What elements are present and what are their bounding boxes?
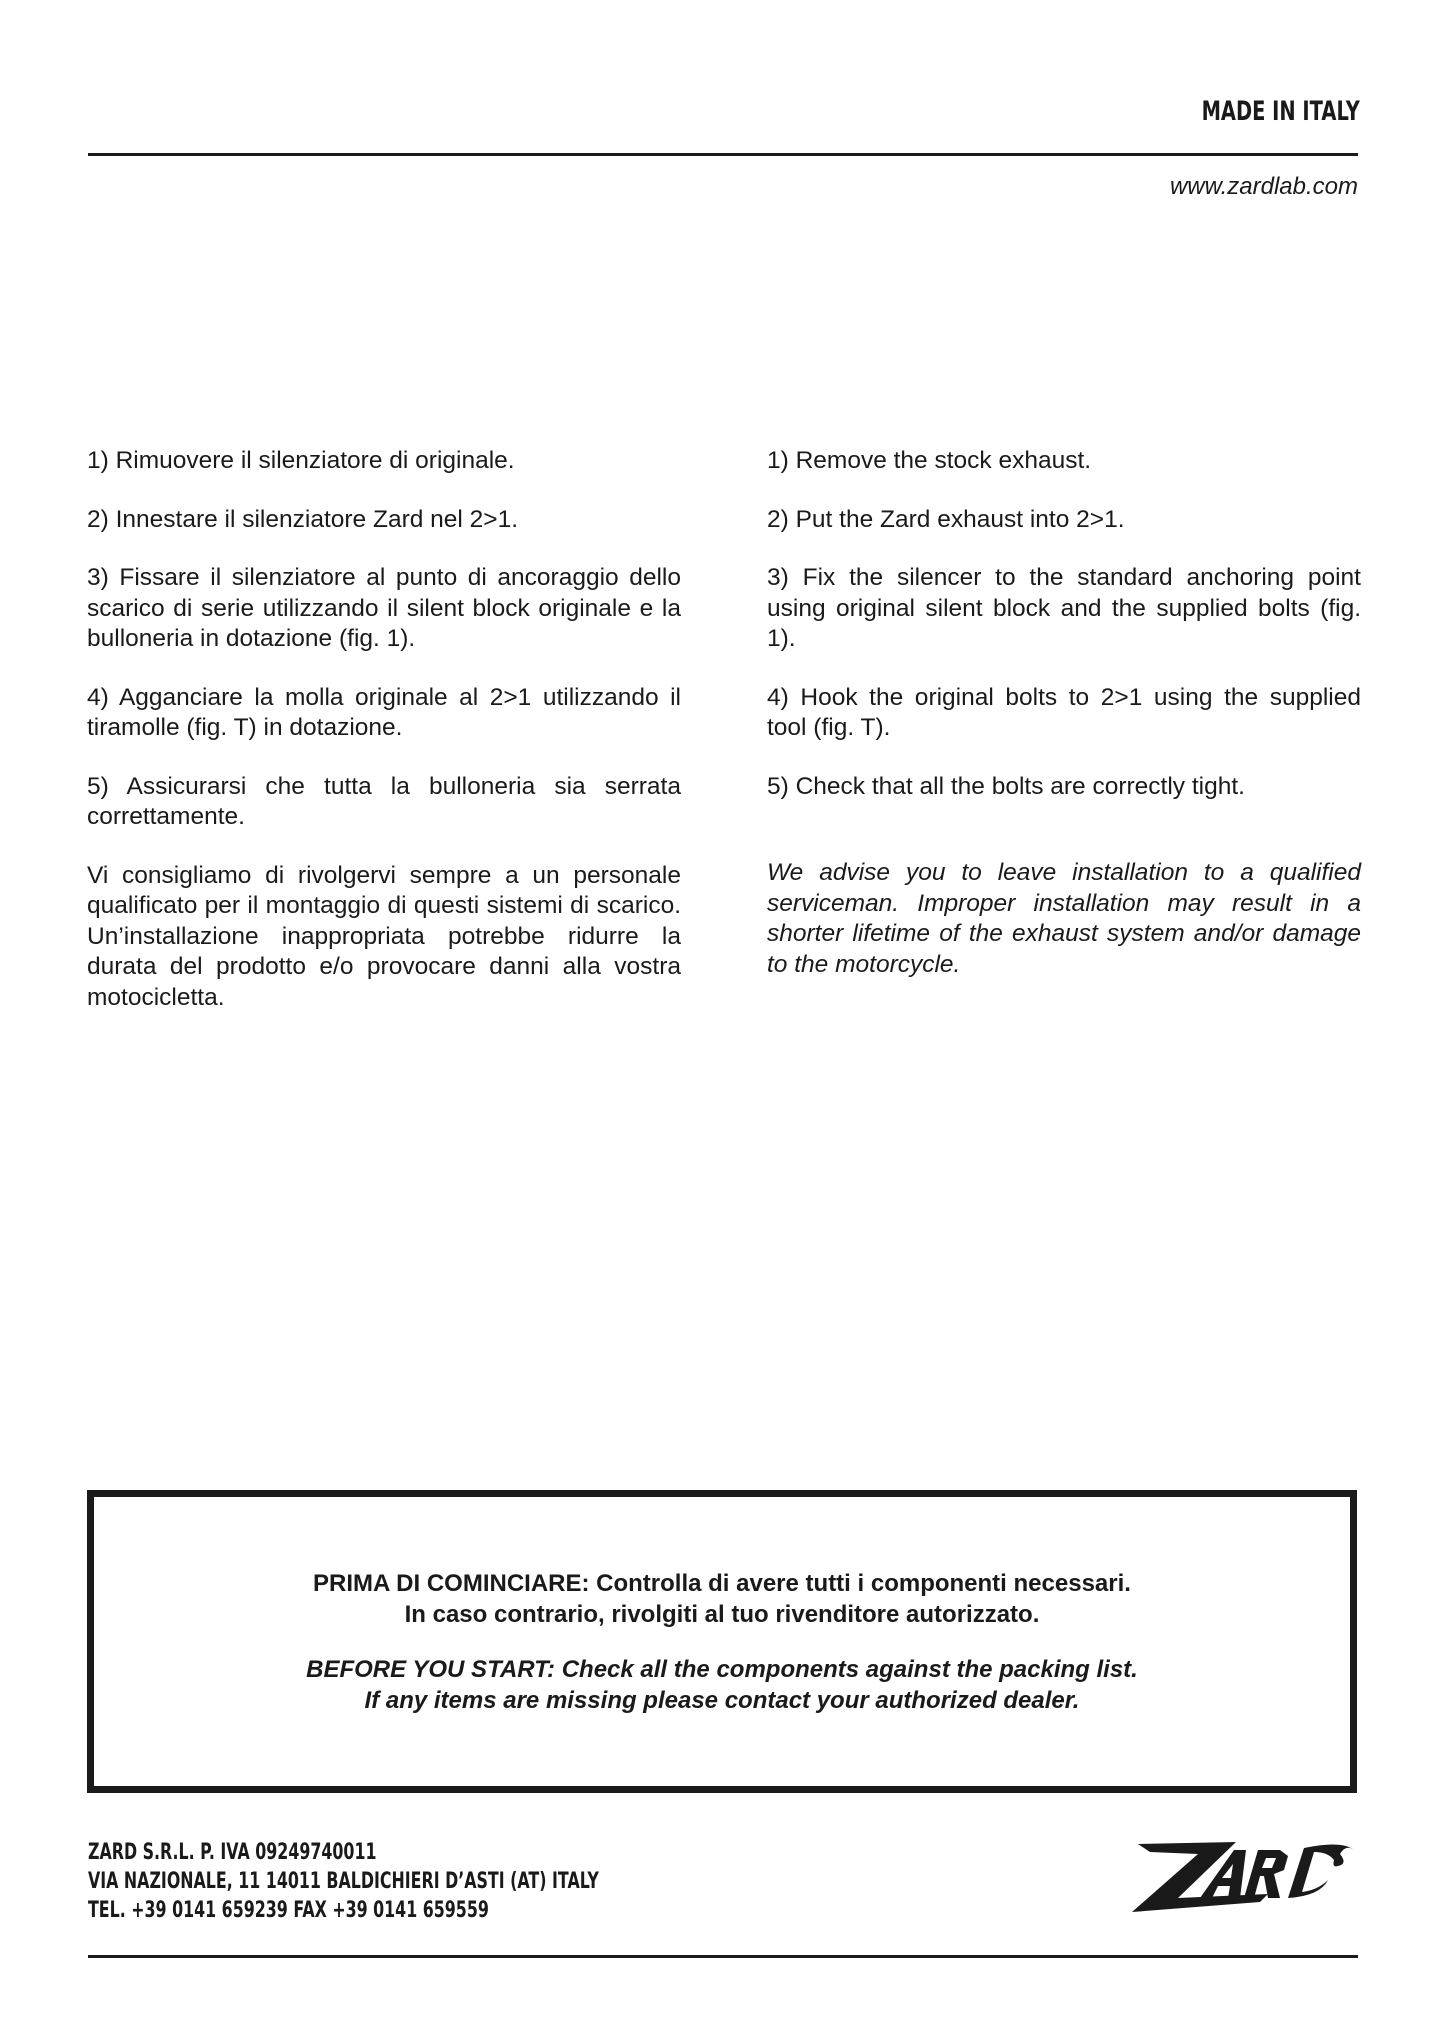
notice-english: [306, 1654, 1138, 1716]
company-name-vat: ZARD S.R.L. P. IVA 09249740011: [88, 1840, 377, 1865]
header-divider: [88, 153, 1358, 156]
it-advice-note: Vi consigliamo di rivolgervi sempre a un personale qualificato per il montaggio di questi sistemi di scarico. Un’installazione inappropriata potrebbe ridurre la durata del prodotto e/o provocare danni alla vostra motocicletta.: [87, 861, 681, 1011]
notice-it-line-1: PRIMA DI COMINCIARE: Controlla di avere tutti i componenti necessari.: [313, 1569, 1131, 1597]
en-advice-note: We advise you to leave installation to a qualified serviceman. Improper installation may result in a shorter lifetime of the exhaust system and/or damage to the motorcycle.: [767, 859, 1361, 978]
company-info: [88, 1838, 599, 1925]
english-instructions: [767, 446, 1361, 1008]
it-step-4: 4) Agganciare la molla originale al 2>1 utilizzando il tiramolle (fig. T) in dotazione.: [87, 683, 681, 741]
website-link[interactable]: www.zardlab.com: [1169, 173, 1358, 200]
it-step-3: 3) Fissare il silenziatore al punto di ancoraggio dello scarico di serie utilizzando il silent block originale e la bulloneria in dotazione (fig. 1).: [87, 564, 681, 652]
company-address: VIA NAZIONALE, 11 14011 BALDICHIERI D’ASTI (AT) ITALY: [88, 1869, 599, 1894]
en-step-5: 5) Check that all the bolts are correctly tight.: [767, 772, 1245, 800]
notice-it-line-2: In caso contrario, rivolgiti al tuo rivenditore autorizzato.: [404, 1600, 1040, 1628]
en-step-4: 4) Hook the original bolts to 2>1 using the supplied tool (fig. T).: [767, 683, 1361, 741]
company-phone-fax: TEL. +39 0141 659239 FAX +39 0141 659559: [88, 1898, 489, 1923]
notice-italian: [313, 1568, 1131, 1630]
en-step-2: 2) Put the Zard exhaust into 2>1.: [767, 505, 1125, 533]
en-step-3: 3) Fix the silencer to the standard anchoring point using original silent block and the supplied bolts (fig. 1).: [767, 564, 1361, 652]
it-step-1: 1) Rimuovere il silenziatore di originale.: [87, 447, 515, 474]
notice-en-line-2: If any items are missing please contact your authorized dealer.: [364, 1686, 1080, 1714]
footer-divider: [88, 1955, 1358, 1958]
it-step-2: 2) Innestare il silenziatore Zard nel 2>1.: [87, 505, 519, 533]
italian-instructions: [87, 446, 681, 1041]
made-in-italy-heading: MADE IN ITALY: [1201, 96, 1360, 127]
en-step-1: 1) Remove the stock exhaust.: [767, 447, 1092, 474]
it-step-5: 5) Assicurarsi che tutta la bulloneria sia serrata correttamente.: [87, 772, 681, 830]
zard-logo-icon: [1128, 1836, 1368, 1916]
notice-en-line-1: BEFORE YOU START: Check all the components against the packing list.: [306, 1655, 1138, 1683]
before-you-start-notice: [87, 1490, 1357, 1793]
